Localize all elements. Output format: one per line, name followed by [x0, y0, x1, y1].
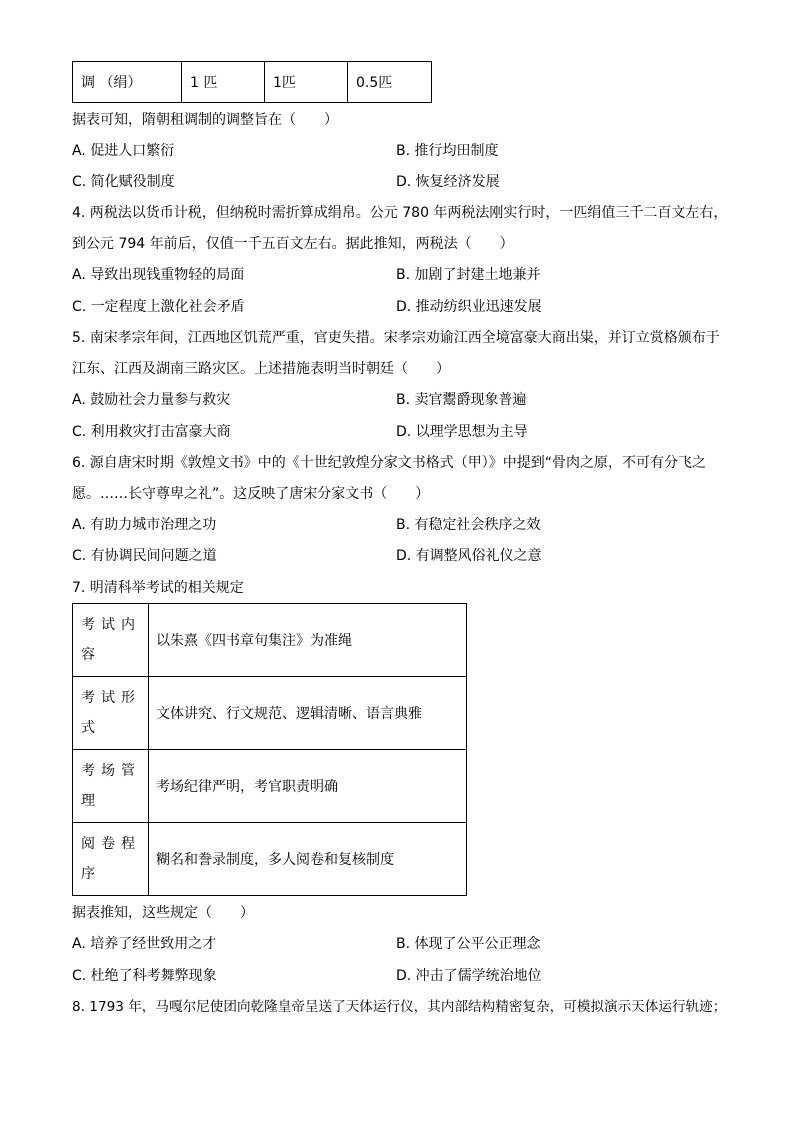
- table-cell: 调 （绢）: [73, 62, 182, 103]
- q6-stem-line2: 愿。……长守尊卑之礼”。这反映了唐宋分家文书（ ）: [72, 486, 430, 502]
- q7-option-d: D. 冲击了儒学统治地位: [396, 968, 542, 984]
- q3-stem: 据表可知，隋朝租调制的调整旨在（ ）: [72, 112, 338, 128]
- q8-stem-line1: 8. 1793 年，马嘎尔尼使团向乾隆皇帝呈送了天体运行仪，其内部结构精密复杂，可模拟演示天体运行轨迹；: [72, 999, 727, 1015]
- q7-option-a: A. 培养了经世致用之才: [72, 936, 217, 952]
- q6-option-a: A. 有助力城市治理之功: [72, 517, 217, 533]
- q5-stem-line2: 江东、江西及湖南三路灾区。上述措施表明当时朝廷（ ）: [72, 361, 450, 377]
- q6-option-d: D. 有调整风俗礼仪之意: [396, 548, 542, 564]
- q7-title: 7. 明清科举考试的相关规定: [72, 580, 244, 596]
- rule-key: 考试内容: [73, 604, 149, 677]
- table-row: [73, 750, 467, 823]
- q6-option-b: B. 有稳定社会秩序之效: [396, 517, 541, 533]
- table-cell: 1匹: [265, 62, 348, 103]
- rule-value: 文体讲究、行文规范、逻辑清晰、语言典雅: [149, 677, 467, 750]
- q3-option-b: B. 推行均田制度: [396, 143, 499, 159]
- q4-stem-line2: 到公元 794 年前后，仅值一千五百文左右。据此推知，两税法（ ）: [72, 236, 514, 252]
- exam-rules-table: [72, 603, 467, 896]
- table-cell: 1 匹: [182, 62, 265, 103]
- q4-option-b: B. 加剧了封建土地兼并: [396, 267, 541, 283]
- q4-option-c: C. 一定程度上激化社会矛盾: [72, 299, 245, 315]
- q4-option-d: D. 推动纺织业迅速发展: [396, 299, 542, 315]
- tax-table: [72, 61, 432, 103]
- q7-option-c: C. 杜绝了科考舞弊现象: [72, 968, 217, 984]
- q4-option-a: A. 导致出现钱重物轻的局面: [72, 267, 245, 283]
- q3-option-a: A. 促进人口繁衍: [72, 143, 175, 159]
- q6-option-c: C. 有协调民间问题之道: [72, 548, 217, 564]
- q5-stem-line1: 5. 南宋孝宗年间，江西地区饥荒严重，官吏失措。宋孝宗劝谕江西全境富豪大商出粜，并订立赏格颁布于: [72, 330, 720, 346]
- q3-option-c: C. 简化赋役制度: [72, 174, 175, 190]
- rule-value: 糊名和誊录制度，多人阅卷和复核制度: [149, 823, 467, 896]
- table-row: [73, 823, 467, 896]
- rule-value: 以朱熹《四书章句集注》为准绳: [149, 604, 467, 677]
- rule-key: 考试形式: [73, 677, 149, 750]
- q3-option-d: D. 恢复经济发展: [396, 174, 500, 190]
- table-row: [73, 677, 467, 750]
- q7-option-b: B. 体现了公平公正理念: [396, 936, 541, 952]
- q5-option-b: B. 卖官鬻爵现象普遍: [396, 392, 527, 408]
- q5-option-a: A. 鼓励社会力量参与救灾: [72, 392, 231, 408]
- q5-option-d: D. 以理学思想为主导: [396, 424, 528, 440]
- q5-option-c: C. 利用救灾打击富豪大商: [72, 424, 231, 440]
- q4-stem-line1: 4. 两税法以货币计税，但纳税时需折算成绢帛。公元 780 年两税法刚实行时，一匹绢值三千二百文左右，: [72, 205, 728, 221]
- table-cell: 0.5匹: [348, 62, 432, 103]
- rule-value: 考场纪律严明，考官职责明确: [149, 750, 467, 823]
- table-row: [73, 62, 432, 103]
- table-row: [73, 604, 467, 677]
- q7-stem: 据表推知，这些规定（ ）: [72, 905, 254, 921]
- q6-stem-line1: 6. 源自唐宋时期《敦煌文书》中的《十世纪敦煌分家文书格式（甲）》中提到“骨肉之原，不可有分飞之: [72, 455, 707, 471]
- rule-key: 考场管理: [73, 750, 149, 823]
- rule-key: 阅卷程序: [73, 823, 149, 896]
